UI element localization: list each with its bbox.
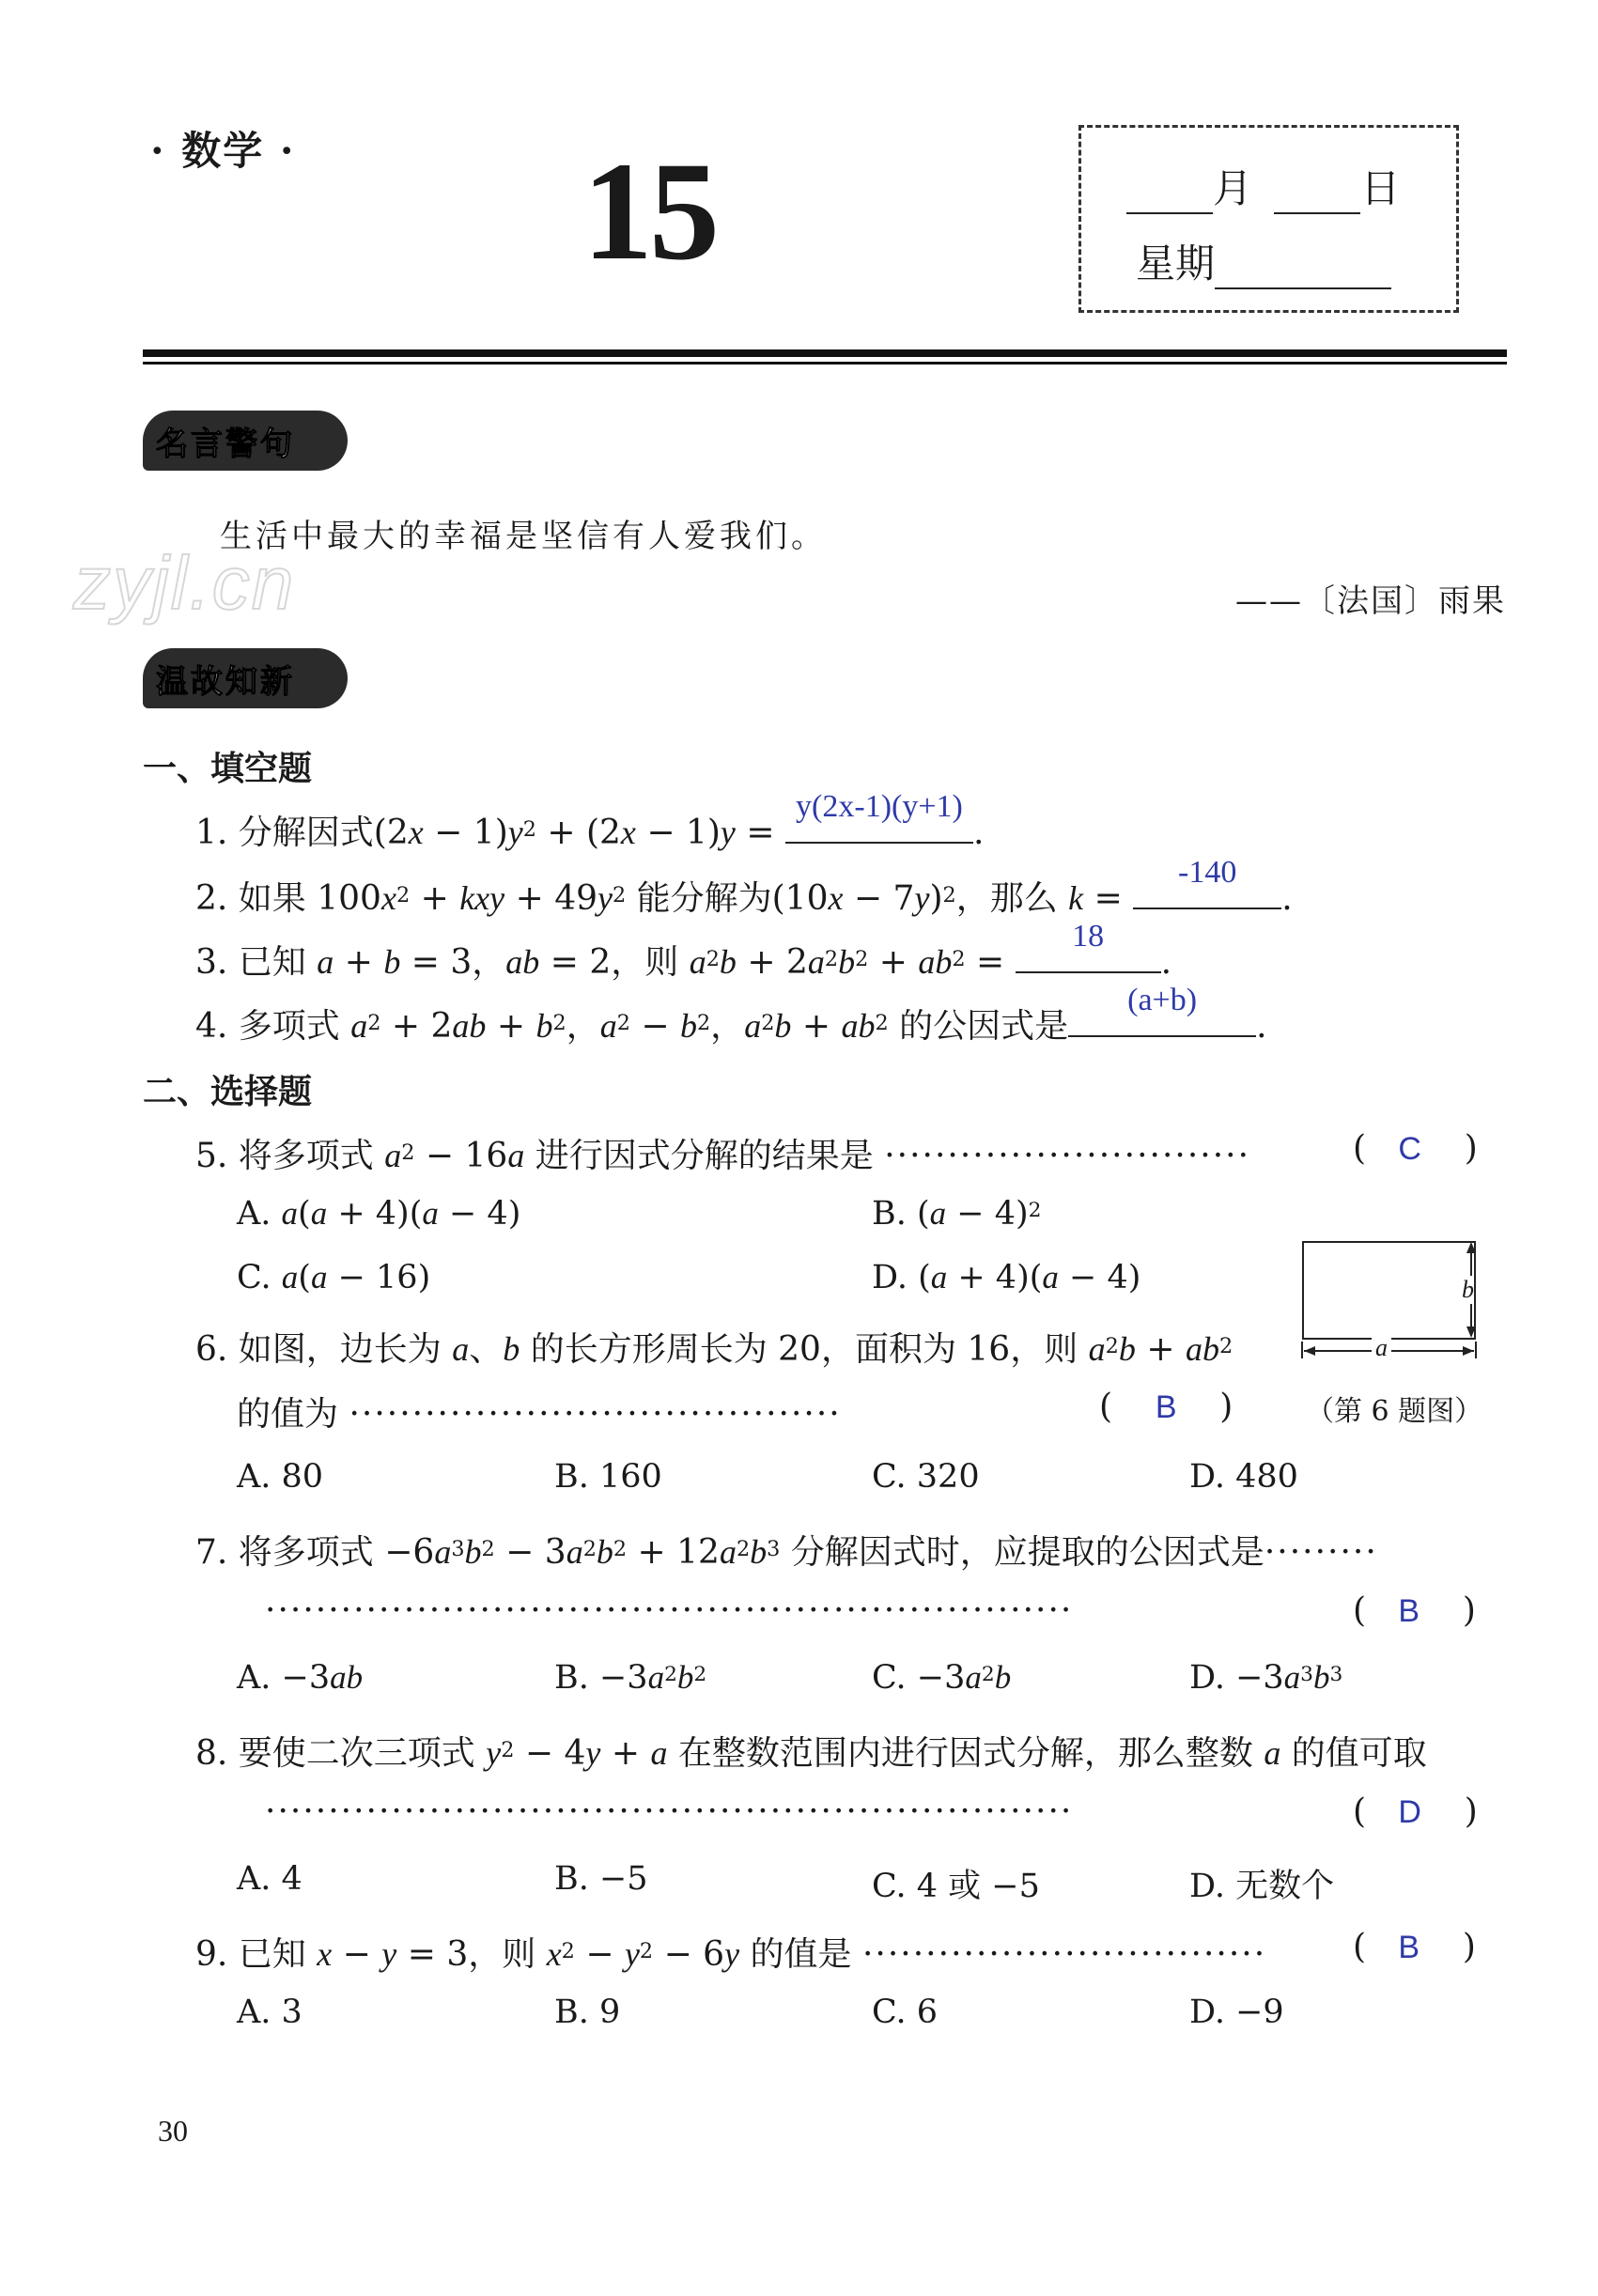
page-number: 30 (158, 2114, 188, 2148)
q5-option-d[interactable]: D. (a + 4)(a − 4) (872, 1259, 1141, 1296)
q7-answer: B (1398, 1593, 1420, 1629)
question-3: 3. 已知 a + b = 3，ab = 2，则 $a^2b + 2a^2b^2 + ab^2$ = 18 . (195, 919, 1172, 982)
q4-answer: (a+b) (1127, 983, 1198, 1017)
figure-caption: （第 6 题图） (1306, 1395, 1483, 1428)
q5-option-c[interactable]: C. a(a − 16) (237, 1259, 431, 1296)
question-8-cont: ································································ (265, 1792, 1074, 1831)
header-rule-thick (143, 349, 1507, 357)
question-9: 9. 已知 x − y = 3，则 $x^2 - y^2 - 6y$ 的值是 ································ (195, 1935, 1267, 1974)
q9-option-a[interactable]: A. 3 (237, 1993, 303, 2031)
review-banner-text: 温故知新 (156, 663, 295, 701)
question-7-cont: ································································ (265, 1591, 1074, 1630)
q3-answer: 18 (1072, 919, 1105, 954)
day-label: 日 (1360, 165, 1401, 211)
q8-answer-bracket[interactable]: ( D ) (1353, 1792, 1478, 1831)
subject-label: · 数学 · (150, 128, 296, 174)
q8-option-c[interactable]: C. 4 或 −5 (872, 1868, 1040, 1905)
q9-answer-bracket[interactable]: ( B ) (1353, 1928, 1476, 1966)
q7-answer-bracket[interactable]: ( B ) (1353, 1591, 1476, 1630)
question-5: 5. 将多项式 $a^2 - 16a$ 进行因式分解的结果是 ····························· (195, 1137, 1251, 1175)
q9-option-c[interactable]: C. 6 (872, 1993, 939, 2031)
q9-option-b[interactable]: B. 9 (554, 1993, 621, 2031)
motto-banner (143, 411, 348, 471)
q8-option-d[interactable]: D. 无数个 (1189, 1868, 1335, 1905)
q5-answer: C (1398, 1131, 1421, 1167)
q4-answer-blank[interactable] (1068, 983, 1256, 1037)
question-1: 1. 分解因式$(2x - 1)y^2 + (2x - 1)y$ = y(2x-1)(y+1) . (195, 789, 985, 852)
q6-option-c[interactable]: C. 320 (872, 1458, 980, 1496)
figure-label-b: b (1462, 1276, 1474, 1303)
question-4: 4. 多项式 $a^2 + 2ab + b^2$，$a^2 - b^2$，$a^2b + ab^2$ 的公因式是 (a+b) . (195, 983, 1267, 1046)
section-multiple-choice: 二、选择题 (143, 1072, 313, 1111)
q6-option-b[interactable]: B. 160 (554, 1458, 662, 1496)
q5-answer-bracket[interactable]: ( C ) (1353, 1129, 1478, 1168)
motto-quote: 生活中最大的幸福是坚信有人爱我们。 (220, 518, 827, 555)
q6-answer-bracket[interactable]: ( B ) (1099, 1388, 1233, 1426)
q1-answer-blank[interactable] (785, 789, 973, 844)
watermark: zyjl.cn (73, 541, 296, 625)
q6-option-a[interactable]: A. 80 (237, 1458, 324, 1496)
q6-option-d[interactable]: D. 480 (1189, 1458, 1298, 1496)
review-banner (143, 648, 348, 708)
q8-option-b[interactable]: B. −5 (554, 1860, 648, 1898)
q7-option-d[interactable]: D. $-3a^3b^3$ (1189, 1659, 1343, 1697)
q8-answer: D (1398, 1794, 1421, 1830)
q9-option-d[interactable]: D. −9 (1189, 1993, 1284, 2031)
q7-option-a[interactable]: A. −3ab (237, 1659, 364, 1697)
q5-option-b[interactable]: B. $(a - 4)^2$ (872, 1195, 1042, 1233)
q3-answer-blank[interactable] (1016, 919, 1161, 973)
question-8: 8. 要使二次三项式 $y^2 - 4y + a$ 在整数范围内进行因式分解，那么整数 a 的值可取 (195, 1734, 1427, 1773)
question-6-cont: 的值为 ······································· (237, 1395, 842, 1434)
figure-label-a: a (1372, 1334, 1391, 1362)
date-month-day-line (1126, 158, 1400, 214)
header-rule-thin (143, 362, 1507, 365)
q8-option-a[interactable]: A. 4 (237, 1860, 303, 1898)
question-2: 2. 如果 $100x^2$ + kxy + $49y^2$ 能分解为$(10x - 7y)^2$，那么 k = -140 . (195, 855, 1293, 918)
q1-answer: y(2x-1)(y+1) (796, 789, 963, 824)
weekday-label: 星期 (1136, 240, 1216, 287)
q2-answer-blank[interactable] (1133, 855, 1281, 909)
figure-dimension-arrows (1293, 1236, 1499, 1377)
q2-answer: -140 (1178, 855, 1237, 890)
question-6: 6. 如图，边长为 a、b 的长方形周长为 20，面积为 16，则 $a^2b + ab^2$ (195, 1330, 1233, 1369)
question-7: 7. 将多项式 $-6a^3b^2 - 3a^2b^2 + 12a^2b^3$ 分解因式时，应提取的公因式是········· (195, 1533, 1378, 1572)
q7-option-c[interactable]: C. $-3a^2b$ (872, 1659, 1012, 1697)
motto-author: ——〔法国〕雨果 (1235, 582, 1506, 620)
weekday-blank[interactable] (1215, 250, 1391, 289)
month-label: 月 (1213, 165, 1253, 211)
weekday-line (1136, 233, 1391, 289)
lesson-number: 15 (582, 133, 716, 289)
q5-option-a[interactable]: A. a(a + 4)(a − 4) (237, 1195, 521, 1233)
date-box (1078, 125, 1459, 313)
q9-answer: B (1398, 1930, 1420, 1965)
section-fill-blank: 一、填空题 (143, 749, 313, 788)
month-blank[interactable] (1126, 175, 1213, 214)
day-blank[interactable] (1274, 175, 1360, 214)
q7-option-b[interactable]: B. $-3a^2b^2$ (554, 1659, 707, 1697)
q6-answer: B (1155, 1389, 1177, 1425)
motto-banner-text: 名言警句 (156, 426, 295, 463)
